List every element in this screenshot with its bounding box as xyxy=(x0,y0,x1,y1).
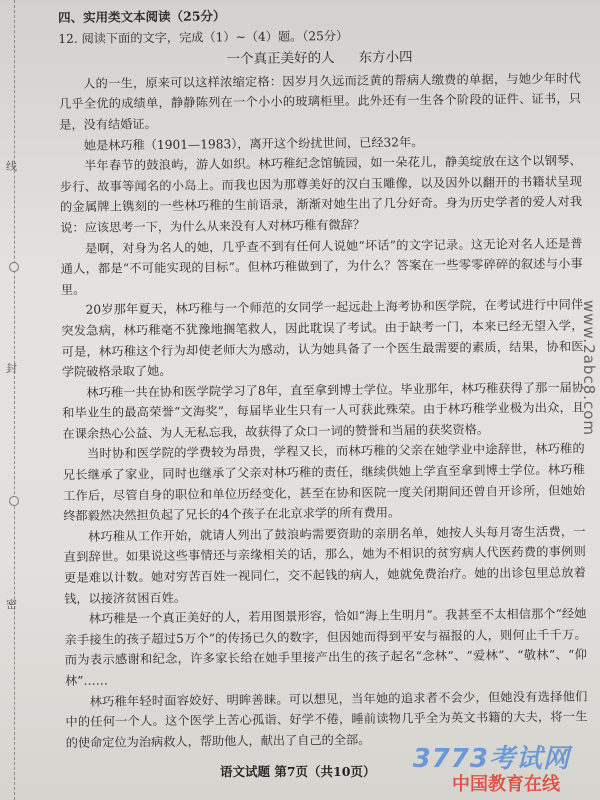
article-title: 一个真正美好的人 xyxy=(226,50,335,68)
article-paragraph: 半年春节的鼓浪屿，游人如织。林巧稚纪念馆毓园，如一朵花儿，静美绽放在这个以钢琴、步行、故事等闻名的小岛上。而我也因为那尊美好的汉白玉雕像，以及因外以翻开的书籍状呈现的金属牌上镌刻的一些林巧稚的生前语录，渐渐对她生出了几分好奇。身为历史学者的爱人对我说：应该思考一下，为什么从来没有人对林巧稚有微辞？ xyxy=(59,153,583,235)
article-paragraph: 林巧稚一共在协和医学院学习了8年，直至拿到博士学位。毕业那年，林巧稚获得了那一届协和毕业生的最高荣誉“文海奖”，每届毕业生只有一人可获此殊荣。由于林巧稚学业极为出众，且在课余热心公益、为人无私忘我，故获得了众口一词的赞誉和当届的获奖资格。 xyxy=(62,380,585,441)
article-paragraph: 林巧稚从工作开始，就请人列出了鼓浪屿需要资助的亲朋名单，她按人头每月寄生活费，一直到辞世。如果说这些事情还与亲缘相关的话，那么，她为不相识的贫穷病人代医药费的事例则更是难以计数。她对穷苦百姓一视同仁，交不起钱的病人，她就免费治疗。她的出诊包里总放着钱，以接济贫困百姓。 xyxy=(63,524,587,606)
margin-mark: 封 xyxy=(6,362,17,375)
brand-watermark: 3773考试网 xyxy=(412,744,570,774)
article-paragraph: 林巧稚年轻时面容姣好、明眸善睐。可以想见，当年她的追求者不会少，但她没有选择他们中的任何一个人。这个医学上苦心孤诣、好学不倦，睡前读物几乎全为英文书籍的大夫，将一生的使命定位为治病救人，帮助他人，献出了自己的全部。 xyxy=(65,689,588,750)
article-author: 东方小四 xyxy=(358,49,413,67)
side-watermark: www.2abc8.com xyxy=(580,300,598,437)
brand-sub-watermark: 中国教育在线 xyxy=(452,774,560,795)
article-paragraph: 当时协和医学院的学费较为昂贵，学程又长，而林巧稚的父亲在她学业中途辞世，林巧稚的兄长继承了家业，同时也继承了父亲对林巧稚的责任，继续供她上学直至拿到博士学位。林巧稚工作后，尽管自身的职位和单位历经变化，甚至在协和医院一度关闭期间还曾自开诊所，但她始终都毅然决然担负起了兄长的4个孩子在北京求学的所有费用。 xyxy=(62,441,586,524)
article-paragraph: 20岁那年夏天，林巧稚与一个师范的女同学一起远赴上海考协和医学院，在考试进行中同伴突发急病，林巧稚毫不犹豫地搁笔救人，因此耽误了考试。由于缺考一门，本来已经无望入学，可是，林巧稚这个行为却使老师大为感动，认为她具备了一个医生最需要的素质，结果，协和医学院破格录取了她。 xyxy=(61,297,584,380)
article-heading xyxy=(58,46,580,72)
margin-mark: 密 xyxy=(6,598,17,611)
page-content xyxy=(58,3,588,754)
article-paragraph: 她是林巧稚（1901—1983），离开这个纷扰世间，已经32年。 xyxy=(83,134,424,153)
binding-margin-line xyxy=(14,0,15,800)
article-paragraph: 林巧稚是一个真正美好的人，若用图景形容，恰如“海上生明月”。我甚至不太相信那个“经她亲手接生的孩子超过5万个”的传扬已久的数字，但因她而得到平安与福报的人，则何止千千万。而为表示感谢和纪念，许多家长给在她手里接产出生的孩子起名“念林”、“爱林”、“敬林”、“仰林”…… xyxy=(64,606,587,688)
article-paragraph: 是啊，对身为名人的她，几乎查不到有任何人说她“坏话”的文字记录。这无论对名人还是普通人，都是“不可能实现的目标”。但林巧稚做到了，为什么？答案在一些零零碎碎的叙述与小事里。 xyxy=(60,236,583,297)
binding-hole xyxy=(9,496,19,506)
margin-mark: 线 xyxy=(6,160,17,173)
section-title: 四、实用类文本阅读（25分） xyxy=(58,8,226,25)
question-instruction: 12. 阅读下面的文字，完成（1）~（4）题。（25分） xyxy=(58,28,349,46)
binding-hole xyxy=(9,262,19,272)
page-footer: 语文试题 第7页（共10页） xyxy=(220,764,376,779)
article-paragraph: 人的一生，原来可以这样浓缩定格：因岁月久远而泛黄的帮病人缴费的单据，与她少年时代几乎全优的成绩单，静静陈列在一个小小的玻璃柜里。此外还有一生各个阶段的证件、证书，只是，没有结婚证。 xyxy=(58,71,582,132)
